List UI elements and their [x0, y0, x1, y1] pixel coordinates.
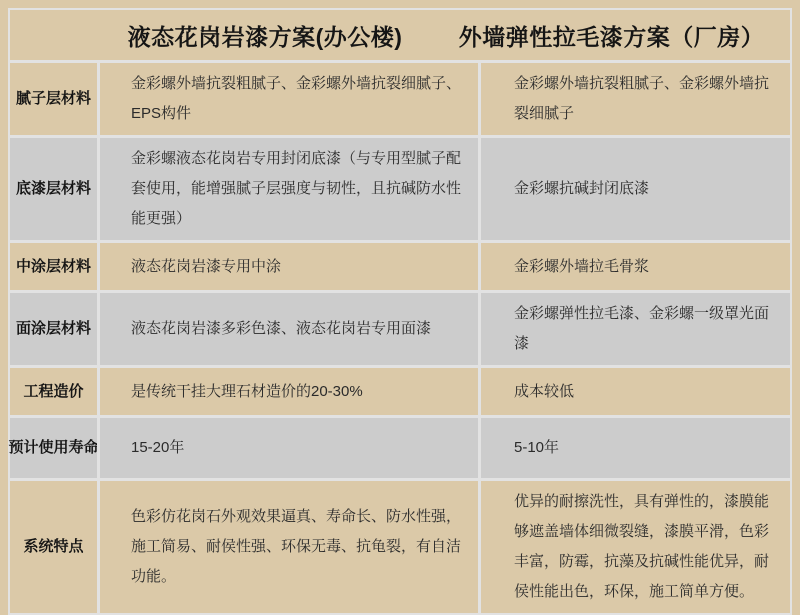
table-row-project-cost — [10, 365, 790, 415]
cell-granite — [97, 368, 478, 415]
cell-text: 5-10年 — [514, 439, 560, 456]
cell-textured — [478, 368, 790, 415]
cell-granite — [97, 481, 478, 613]
cell-textured — [478, 243, 790, 290]
column-header-elastic-textured-plan: 外墙弹性拉毛漆方案（厂房） — [458, 23, 765, 50]
cell-textured — [478, 63, 790, 135]
table-header-row — [10, 10, 790, 60]
row-label: 底漆层材料 — [15, 180, 91, 197]
cell-text: 15-20年 — [131, 439, 185, 456]
paint-comparison-table — [8, 8, 792, 615]
cell-text: 金彩螺外墙抗裂粗腻子、金彩螺外墙抗裂细腻子 — [514, 75, 770, 122]
cell-text: 优异的耐擦洗性，具有弹性的，漆膜能够遮盖墙体细微裂缝，漆膜平滑，色彩丰富，防霉，抗藻及抗碱性能优异，耐侯性能出色，环保，施工简单方便。 — [514, 493, 770, 600]
cell-text: 色彩仿花岗石外观效果逼真、寿命长、防水性强，施工简易、耐侯性强、环保无毒、抗龟裂，有自洁功能。 — [131, 508, 462, 585]
cell-granite — [97, 138, 478, 240]
cell-text: 金彩螺外墙拉毛骨浆 — [514, 257, 650, 275]
cell-granite — [97, 243, 478, 290]
cell-text: 金彩螺弹性拉毛漆、金彩螺一级罩光面漆 — [514, 305, 770, 352]
cell-textured — [478, 481, 790, 613]
table-row-middle-coat-layer — [10, 240, 790, 290]
cell-textured — [478, 138, 790, 240]
row-label: 腻子层材料 — [15, 90, 91, 107]
cell-text: 金彩螺外墙抗裂粗腻子、金彩螺外墙抗裂细腻子、EPS构件 — [131, 75, 462, 122]
cell-textured — [478, 418, 790, 478]
table-row-top-coat-layer — [10, 290, 790, 365]
table-row-system-features — [10, 478, 790, 613]
cell-text: 液态花岗岩漆专用中涂 — [131, 257, 282, 275]
table-body — [10, 60, 790, 613]
cell-granite — [97, 418, 478, 478]
cell-text: 成本较低 — [514, 382, 575, 400]
row-label: 预计使用寿命 — [8, 439, 99, 456]
cell-textured — [478, 293, 790, 365]
row-label: 面涂层材料 — [15, 320, 91, 337]
cell-text: 是传统干挂大理石材造价的20-30% — [131, 382, 363, 400]
cell-text: 金彩螺液态花岗岩专用封闭底漆（与专用型腻子配套使用，能增强腻子层强度与韧性，且抗碱防水性能更强） — [131, 150, 462, 227]
cell-text: 液态花岗岩漆多彩色漆、液态花岗岩专用面漆 — [131, 320, 432, 337]
row-label: 工程造价 — [23, 382, 84, 400]
row-label: 系统特点 — [23, 538, 84, 555]
column-header-liquid-granite-plan: 液态花岗岩漆方案(办公楼) — [127, 23, 403, 50]
table-row-putty-layer — [10, 60, 790, 135]
cell-granite — [97, 293, 478, 365]
table-row-expected-lifespan — [10, 415, 790, 478]
table-row-primer-layer — [10, 135, 790, 240]
row-label: 中涂层材料 — [15, 257, 91, 275]
cell-granite — [97, 63, 478, 135]
cell-text: 金彩螺抗碱封闭底漆 — [514, 180, 650, 197]
